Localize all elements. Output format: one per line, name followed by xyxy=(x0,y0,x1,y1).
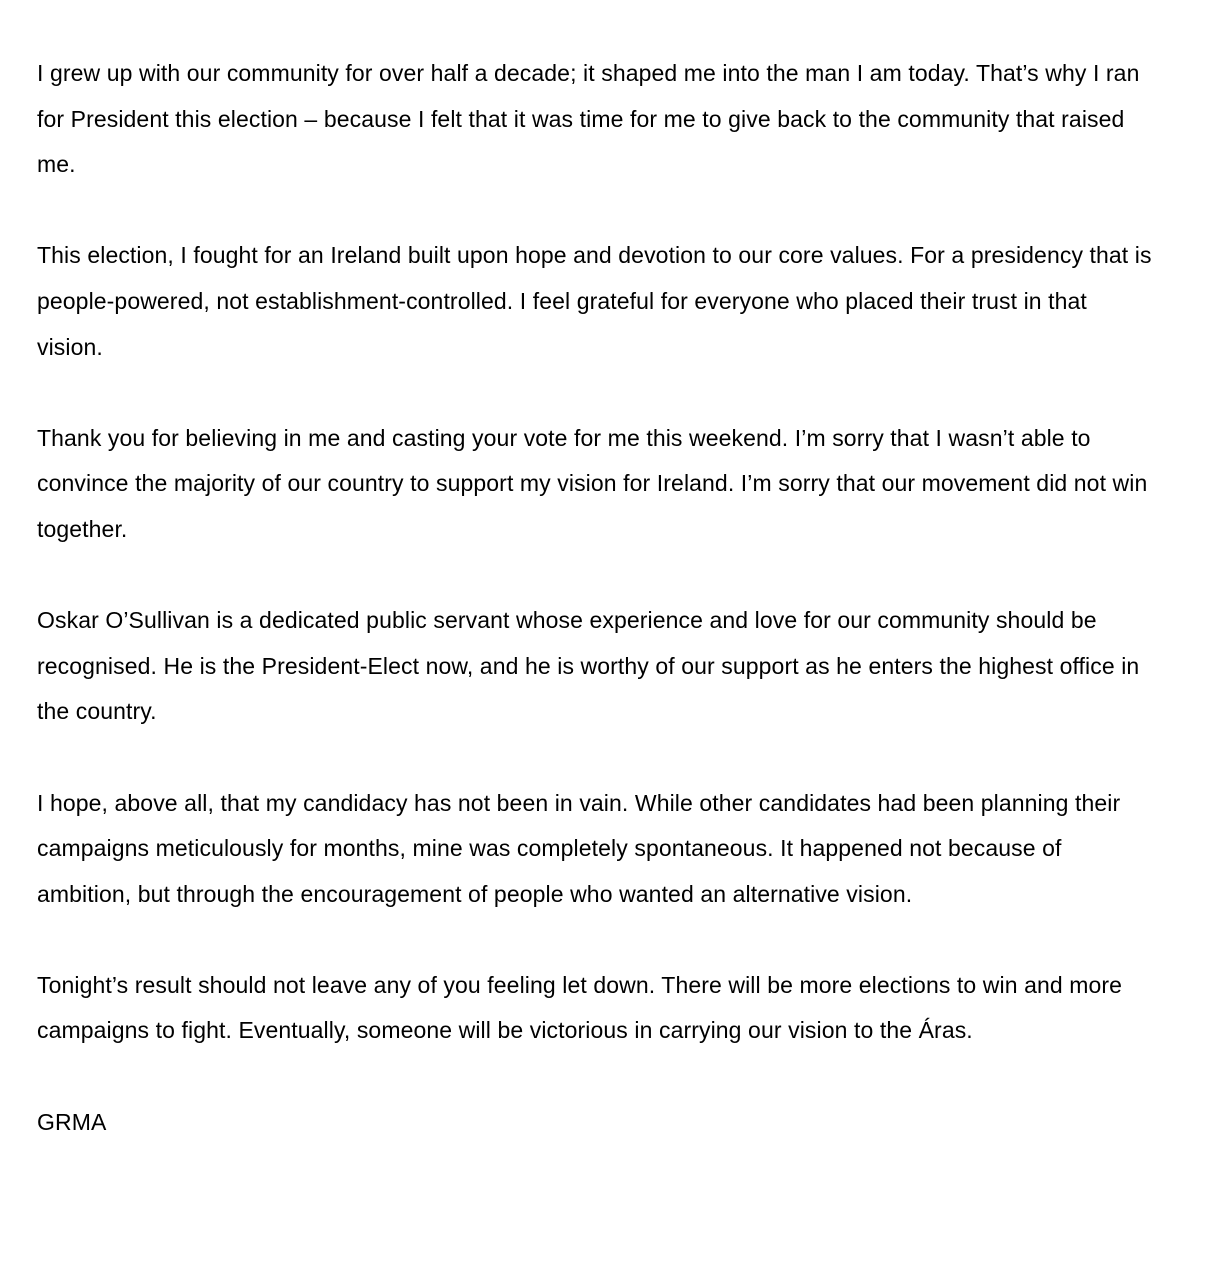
paragraph-concession: Oskar O’Sullivan is a dedicated public servant whose experience and love for our community should be recognised. He is the President-Elect now, and he is worthy of our support as he enters the highest office in the country. xyxy=(37,607,1140,725)
paragraph-intro: I grew up with our community for over half a decade; it shaped me into the man I am today. That’s why I ran for President this election – because I felt that it was time for me to give back to the community that raised me. xyxy=(37,60,1140,178)
paragraph-thank-you: Thank you for believing in me and casting your vote for me this weekend. I’m sorry that I wasn’t able to convince the majority of our country to support my vision for Ireland. I’m sorry that our movement did not win together. xyxy=(37,424,1148,542)
paragraph-candidacy-hope: I hope, above all, that my candidacy has not been in vain. While other candidates had been planning their campaigns meticulously for months, mine was completely spontaneous. It happened not because of ambition, but through the encouragement of people who wanted an alternative vision. xyxy=(37,789,1121,907)
signoff: GRMA xyxy=(37,1108,107,1135)
paragraph-campaign-values: This election, I fought for an Ireland built upon hope and devotion to our core values. For a presidency that is people-powered, not establishment-controlled. I feel grateful for everyone who placed their trust in that vision. xyxy=(37,242,1152,360)
paragraph-closing-message: Tonight’s result should not leave any of you feeling let down. There will be more elections to win and more campaigns to fight. Eventually, someone will be victorious in carrying our vision to the Áras. xyxy=(37,971,1123,1044)
